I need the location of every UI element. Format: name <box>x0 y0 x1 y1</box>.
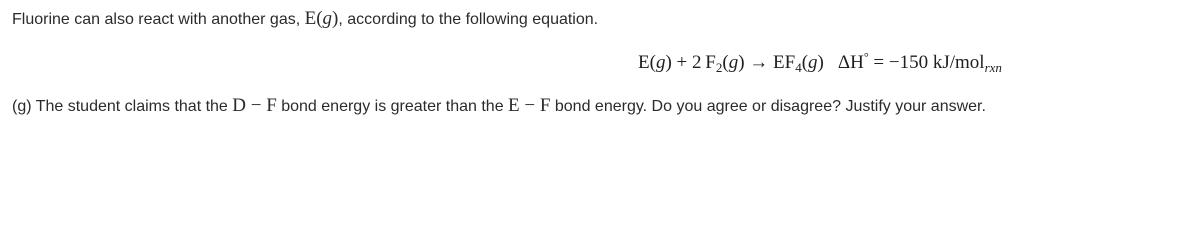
question-text-1: The student claims that the <box>31 98 233 115</box>
bond-2-formula: E − F <box>508 95 551 116</box>
bond-1-formula: D − F <box>232 95 277 116</box>
intro-text-before: Fluorine can also react with another gas, <box>12 11 305 28</box>
chemical-equation <box>638 51 1002 75</box>
question-text-2: bond energy is greater than the <box>276 98 509 115</box>
product: $EF_4(g)$ <box>773 52 824 75</box>
reactant-2: 2 $F_2(g)$ <box>691 52 745 75</box>
intro-text-after: , according to the following equation. <box>338 11 599 28</box>
enthalpy-expression: ΔH° = −150 kJ/mol$_{rxn}$ <box>837 50 1002 75</box>
intro-paragraph <box>12 9 598 30</box>
plus-sign: + <box>676 52 688 73</box>
question-paragraph <box>12 96 986 117</box>
intro-species-formula: E(g) <box>304 8 339 29</box>
question-text-3: bond energy. Do you agree or disagree? Justify your answer. <box>550 98 986 115</box>
question-part-label: (g) <box>12 98 32 115</box>
reactant-1: E(g) <box>638 52 672 73</box>
reaction-arrow: → <box>749 52 769 73</box>
